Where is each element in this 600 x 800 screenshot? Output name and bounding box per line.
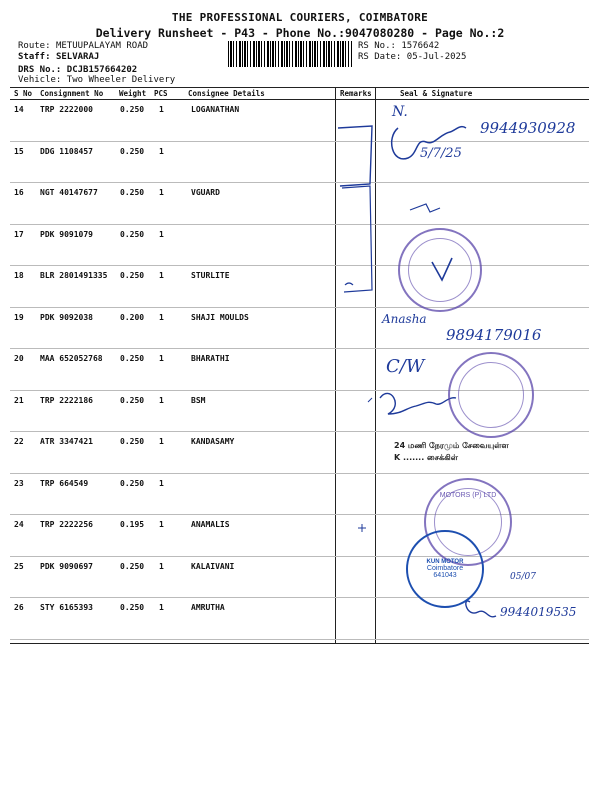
signature-scrawl-4 [466,601,496,617]
row-consignee: VGUARD [191,188,220,197]
bracket-stroke-2 [342,186,372,292]
row-consignee: BSM [191,396,206,405]
handwritten-note-2: 05/07 [510,572,536,582]
company-seal-stamp-1 [398,228,482,312]
route-line: Route: METUUPALAYAM ROAD [18,41,149,51]
row-sno: 26 [14,603,24,612]
row-consignment-no: STY 6165393 [40,603,93,612]
tamil-stamp [394,440,509,464]
row-consignment-no: TRP 664549 [40,479,89,488]
kun-pin: 641043 [433,572,457,579]
row-weight: 0.250 [120,396,145,405]
col-remarks: Remarks [340,89,372,98]
row-weight: 0.250 [120,147,145,156]
row-pcs: 1 [159,271,164,280]
row-weight: 0.250 [120,105,145,114]
row-weight: 0.195 [120,520,145,529]
tamil-stamp-line-1: 24 மணி நேரமும் சேவையுள்ள [394,441,509,450]
col-pcs: PCS [154,89,168,98]
row-consignment-no: TRP 2222000 [40,105,93,114]
runsheet-title: Delivery Runsheet - P43 - Phone No.:9047080280 - Page No.:2 [95,26,505,40]
bracket-stroke-1 [338,126,372,186]
row-consignment-no: TRP 2222256 [40,520,93,529]
row-pcs: 1 [159,603,164,612]
rs-no-line: RS No.: 1576642 [358,41,440,51]
row-sno: 23 [14,479,24,488]
rs-no-value: 1576642 [401,41,440,51]
handwritten-note: C/W [386,356,425,377]
kun-ring-text: KUN MOTOR [426,559,464,565]
row-consignee: STURLITE [191,271,230,280]
row-pcs: 1 [159,313,164,322]
row-sno: 22 [14,437,24,446]
small-mark-21 [368,398,372,402]
row-sno: 16 [14,188,24,197]
handwritten-date-1: 5/7/25 [420,146,462,161]
motors-stamp-text: MOTORS (P) LTD [439,492,497,499]
row-sno: 20 [14,354,24,363]
row-weight: 0.250 [120,562,145,571]
row-consignment-no: TRP 2222186 [40,396,93,405]
row-weight: 0.250 [120,479,145,488]
row-sno: 15 [14,147,24,156]
kun-motor-stamp [406,530,484,608]
col-sno: S No [14,89,33,98]
row-consignee: BHARATHI [191,354,230,363]
row-weight: 0.250 [120,603,145,612]
drs-line: DRS No.: DCJB157664202 [18,65,138,75]
row-pcs: 1 [159,354,164,363]
tamil-stamp-line-2: K ....... சைக்கிள் [394,453,458,462]
row-consignee: KALAIVANI [191,562,235,571]
row-consignment-no: MAA 652052768 [40,354,103,363]
col-weight: Weight [119,89,147,98]
row-weight: 0.250 [120,354,145,363]
signature-scrawl-3 [380,393,456,414]
rs-date-line: RS Date: 05-Jul-2025 [358,52,467,62]
row-pcs: 1 [159,147,164,156]
handwritten-phone-1: 9944930928 [480,119,576,137]
row-weight: 0.250 [120,230,145,239]
handwritten-phone-3: 9944019535 [500,605,577,619]
row-sno: 18 [14,271,24,280]
staff-line: Staff: SELVARAJ [18,52,100,62]
row-consignment-no: PDK 9090697 [40,562,93,571]
handwritten-initial: N. [392,104,408,120]
row-pcs: 1 [159,520,164,529]
row-consignee: ANAMALIS [191,520,230,529]
row-consignment-no: NGT 40147677 [40,188,98,197]
row-weight: 0.200 [120,313,145,322]
drs-value: DCJB157664202 [66,65,138,75]
handwritten-name: Anasha [382,312,427,326]
row-consignment-no: DDG 1108457 [40,147,93,156]
tick-stroke [345,283,353,285]
row-consignment-no: PDK 9091079 [40,230,93,239]
row-consignment-no: BLR 2801491335 [40,271,108,280]
row-consignment-no: ATR 3347421 [40,437,93,446]
row-weight: 0.250 [120,271,145,280]
row-pcs: 1 [159,562,164,571]
row-sno: 17 [14,230,24,239]
row-consignee: LOGANATHAN [191,105,240,114]
col-consignment: Consignment No [40,89,104,98]
vehicle-line: Vehicle: Two Wheeler Delivery [18,75,176,85]
row-pcs: 1 [159,437,164,446]
row-consignee: AMRUTHA [191,603,225,612]
route-value: METUUPALAYAM ROAD [55,41,149,51]
col-seal: Seal & Signature [400,89,473,98]
row-sno: 24 [14,520,24,529]
kun-city: Coimbatore [426,565,464,572]
row-consignee: SHAJI MOULDS [191,313,249,322]
col-consignee: Consignee Details [188,89,265,98]
row-sno: 25 [14,562,24,571]
row-weight: 0.250 [120,437,145,446]
company-name: THE PROFESSIONAL COURIERS, COIMBATORE [171,11,429,24]
row-sno: 21 [14,396,24,405]
row-pcs: 1 [159,479,164,488]
row-pcs: 1 [159,105,164,114]
vehicle-value: Two Wheeler Delivery [66,75,176,85]
row-pcs: 1 [159,188,164,197]
handwritten-phone-2: 9894179016 [446,326,542,344]
rs-date-value: 05-Jul-2025 [406,52,467,62]
row-pcs: 1 [159,396,164,405]
row-pcs: 1 [159,230,164,239]
staff-value: SELVARAJ [55,52,100,62]
row-sno: 14 [14,105,24,114]
small-mark-24 [358,524,366,532]
company-seal-stamp-2 [448,352,534,438]
row-weight: 0.250 [120,188,145,197]
signature-scrawl-2 [410,204,440,212]
row-sno: 19 [14,313,24,322]
row-consignee: KANDASAMY [191,437,235,446]
row-consignment-no: PDK 9092038 [40,313,93,322]
